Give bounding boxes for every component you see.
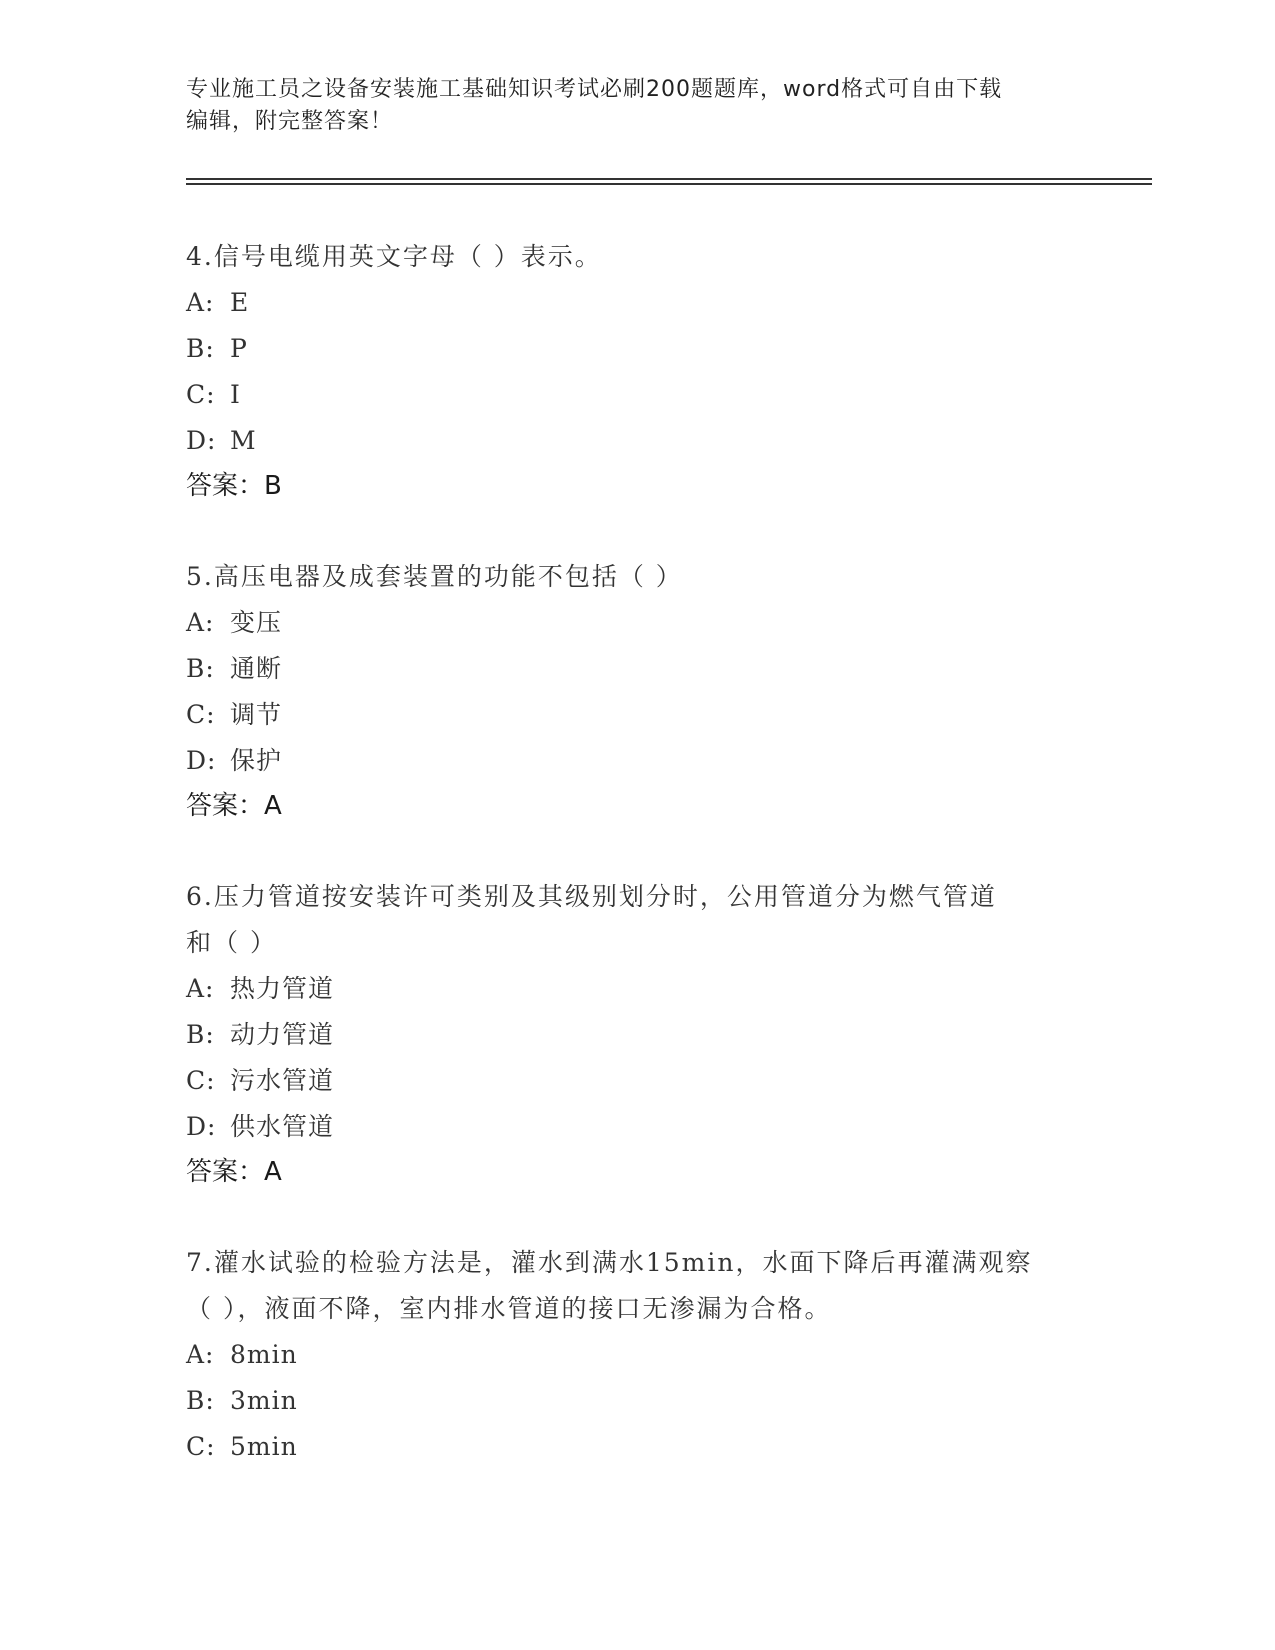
option-text: P (230, 334, 248, 363)
option-text: 动力管道 (230, 1020, 335, 1049)
option-b (186, 646, 1086, 692)
option-letter: C: (186, 1432, 216, 1461)
question-5 (186, 554, 1086, 828)
header-divider-bottom (186, 183, 1152, 185)
option-a (186, 1332, 1086, 1378)
option-a (186, 600, 1086, 646)
option-d (186, 418, 1086, 464)
option-c (186, 692, 1086, 738)
question-6 (186, 874, 1086, 1194)
option-letter: D: (186, 426, 217, 455)
option-letter: B: (186, 1020, 215, 1049)
question-stem-line-1: 6.压力管道按安装许可类别及其级别划分时，公用管道分为燃气管道 (186, 882, 997, 911)
option-letter: A: (186, 1340, 215, 1369)
option-text: E (230, 288, 250, 317)
option-text: 污水管道 (230, 1066, 335, 1095)
option-letter: C: (186, 1066, 216, 1095)
option-c (186, 1424, 1086, 1470)
option-c (186, 1058, 1086, 1104)
option-text: 5min (230, 1432, 298, 1461)
header-line-1: 专业施工员之设备安装施工基础知识考试必刷200题题库，word格式可自由下载 (186, 77, 1003, 102)
question-stem: 4.信号电缆用英文字母（ ）表示。 (186, 242, 602, 271)
option-text: 供水管道 (230, 1112, 335, 1141)
option-text: 保护 (230, 746, 283, 775)
option-c (186, 372, 1086, 418)
option-d (186, 1104, 1086, 1150)
option-b (186, 326, 1086, 372)
answer-line: 答案：B (186, 471, 282, 501)
option-b (186, 1378, 1086, 1424)
option-text: 热力管道 (230, 974, 335, 1003)
option-letter: C: (186, 700, 216, 729)
option-letter: B: (186, 654, 215, 683)
option-text: M (230, 426, 257, 455)
option-text: 通断 (230, 654, 283, 683)
option-letter: A: (186, 974, 215, 1003)
option-text: 变压 (230, 608, 283, 637)
option-a (186, 966, 1086, 1012)
option-text: 8min (230, 1340, 298, 1369)
option-text: I (230, 380, 241, 409)
option-letter: B: (186, 1386, 215, 1415)
question-stem-line-1: 7.灌水试验的检验方法是，灌水到满水15min，水面下降后再灌满观察 (186, 1248, 1033, 1277)
option-letter: A: (186, 288, 215, 317)
option-letter: D: (186, 746, 217, 775)
option-text: 3min (230, 1386, 298, 1415)
question-stem-line-2: 和（ ） (186, 928, 277, 957)
answer-line: 答案：A (186, 791, 282, 821)
option-letter: D: (186, 1112, 217, 1141)
header-line-2: 编辑，附完整答案！ (186, 109, 394, 134)
question-7 (186, 1240, 1086, 1470)
option-b (186, 1012, 1086, 1058)
document-header (186, 74, 1086, 138)
option-d (186, 738, 1086, 784)
option-letter: A: (186, 608, 215, 637)
option-a (186, 280, 1086, 326)
question-stem: 5.高压电器及成套装置的功能不包括（ ） (186, 562, 683, 591)
answer-line: 答案：A (186, 1157, 282, 1187)
option-letter: C: (186, 380, 216, 409)
question-stem-line-2: （ ），液面不降，室内排水管道的接口无渗漏为合格。 (186, 1294, 832, 1323)
option-text: 调节 (230, 700, 283, 729)
question-4 (186, 234, 1086, 508)
header-divider-top (186, 178, 1152, 180)
option-letter: B: (186, 334, 215, 363)
